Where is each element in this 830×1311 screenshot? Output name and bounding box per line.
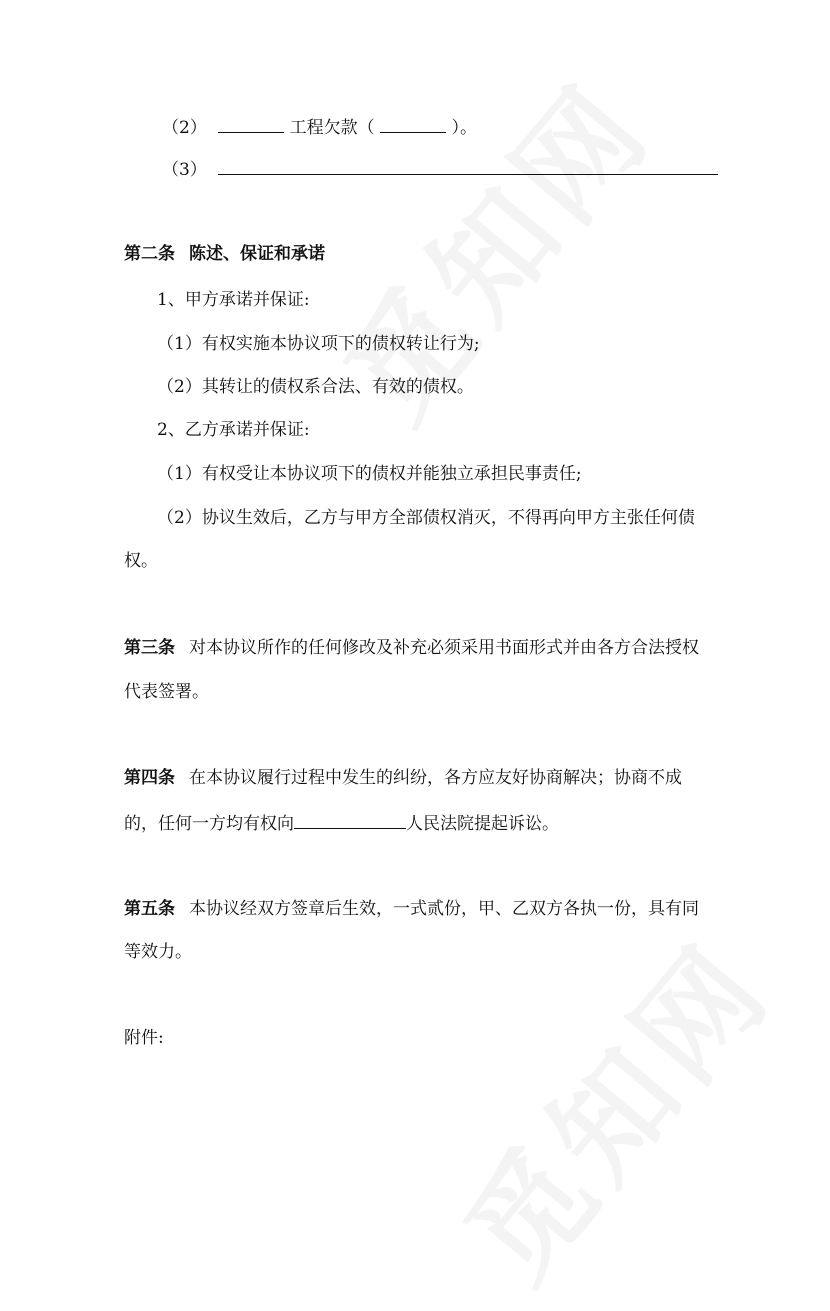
article-4-label: 第四条 <box>124 768 175 788</box>
blank-field <box>218 156 718 175</box>
article-3-line-2: 代表签署。 <box>124 682 209 702</box>
article-5-line-1 <box>124 897 699 921</box>
item-2-text: 工程欠款（ <box>289 118 375 138</box>
article-2-heading <box>124 242 325 266</box>
article-2-p1-1: （1）有权实施本协议项下的债权转让行为; <box>157 334 480 354</box>
article-3-line-1 <box>124 636 699 660</box>
item-2-end: ）。 <box>451 118 477 138</box>
article-4-line-1 <box>124 766 682 790</box>
article-2-p2-1: （1）有权受让本协议项下的债权并能独立承担民事责任; <box>157 464 582 484</box>
article-4-line-2 <box>124 810 559 836</box>
article-2-p1-2: （2）其转让的债权系合法、有效的债权。 <box>157 377 474 397</box>
item-2-number: （2） <box>162 118 207 138</box>
article-3-label: 第三条 <box>124 638 175 658</box>
article-2-title: 陈述、保证和承诺 <box>189 244 325 264</box>
article-5-line-2: 等效力。 <box>124 942 192 962</box>
article-3-text: 对本协议所作的任何修改及补充必须采用书面形式并由各方合法授权 <box>189 638 699 658</box>
article-4-text-a: 的，任何一方均有权向 <box>124 814 294 834</box>
article-2-p1: 1、甲方承诺并保证: <box>157 290 310 310</box>
article-2-p2: 2、乙方承诺并保证: <box>157 420 310 440</box>
blank-field <box>380 114 446 133</box>
article-5-label: 第五条 <box>124 899 175 919</box>
article-4-text: 在本协议履行过程中发生的纠纷，各方应友好协商解决；协商不成 <box>189 768 682 788</box>
article-2-p2-2: （2）协议生效后，乙方与甲方全部债权消灭，不得再向甲方主张任何债 <box>157 508 695 528</box>
item-2-line <box>162 114 477 140</box>
blank-field <box>218 114 284 133</box>
attachment-label: 附件: <box>124 1028 164 1048</box>
article-2-label: 第二条 <box>124 244 175 264</box>
item-3-number: （3） <box>162 160 207 180</box>
article-4-text-b: 人民法院提起诉讼。 <box>406 814 559 834</box>
item-3-line <box>162 156 718 182</box>
court-blank-field <box>294 810 406 829</box>
article-2-p2-2-cont: 权。 <box>124 551 158 571</box>
article-5-text: 本协议经双方签章后生效，一式贰份，甲、乙双方各执一份，具有同 <box>189 899 699 919</box>
watermark-bottom <box>420 901 802 1310</box>
